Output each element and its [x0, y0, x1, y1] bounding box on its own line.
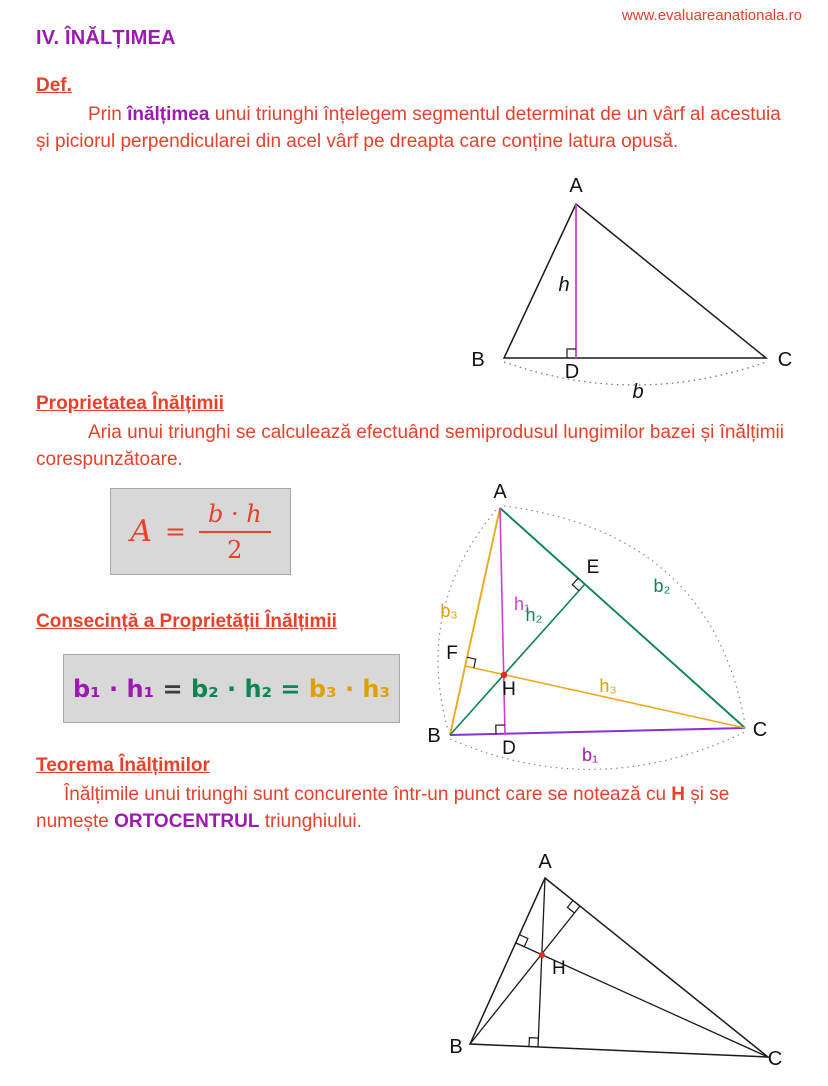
- altitude-label-h1: h₁: [514, 594, 531, 614]
- vertex-label-c: C: [752, 719, 768, 741]
- base-label-b: b: [632, 381, 644, 403]
- altitude-label-h: h: [558, 274, 570, 296]
- side-bc-b1: [450, 728, 745, 735]
- page-title: IV. ÎNĂLȚIMEA: [36, 27, 176, 49]
- orthocenter-label-h: H: [502, 679, 516, 700]
- right-angle-mark-right: [567, 900, 574, 913]
- right-angle-mark-e: [572, 578, 579, 591]
- formula-term-b2h2: b₂ · h₂: [190, 674, 273, 703]
- vertex-label-a: A: [493, 481, 507, 503]
- property-paragraph: [36, 419, 790, 473]
- right-angle-mark-d: [567, 349, 576, 358]
- area-formula-numerator: b · h: [199, 500, 271, 533]
- orthocenter-diagram: [428, 852, 803, 1084]
- right-angle-mark-bottom: [529, 1038, 538, 1047]
- foot-label-d: D: [564, 361, 580, 383]
- definition-paragraph: [36, 101, 790, 155]
- site-url-link[interactable]: www.evaluareanationala.ro: [621, 7, 802, 24]
- formula-equals-2: =: [272, 674, 309, 703]
- consequence-heading: Consecință a Proprietății Înălțimii: [36, 611, 337, 632]
- formula-term-b1h1: b₁ · h₁: [72, 674, 155, 703]
- area-formula-equals: =: [165, 517, 186, 546]
- altitude-h1-from-a: [500, 508, 505, 734]
- altitude-definition-diagram: [430, 166, 822, 406]
- foot-label-d: D: [502, 738, 516, 759]
- vertex-label-c: C: [767, 1048, 783, 1070]
- altitude-from-a: [538, 878, 545, 1047]
- three-altitudes-diagram: [412, 478, 822, 780]
- base-label-b1: b₁: [581, 745, 599, 765]
- property-body: Aria unui triunghi se calculează efectuând semiprodusul lungimilor bazei și înălțimii corespunzătoare.: [36, 422, 784, 470]
- vertex-label-b: B: [427, 725, 441, 747]
- area-formula-lhs: A: [130, 514, 152, 549]
- area-formula-fraction: [199, 500, 271, 564]
- triangle-abc-outline: [504, 204, 766, 358]
- orthocenter-label-h: H: [552, 958, 566, 979]
- definition-term-inaltimea: înălțimea: [127, 104, 210, 125]
- definition-body: unui triunghi înțelegem segmentul determinat de un vârf al acestuia și piciorul perpendicularei din acel vârf pe dreapta care conține latura opusă.: [36, 104, 781, 152]
- base-label-b3: b₃: [440, 601, 458, 621]
- theorem-term-ortocentrul: ORTOCENTRUL: [114, 811, 260, 832]
- vertex-label-a: A: [569, 175, 583, 197]
- side-ab-b3: [450, 508, 500, 735]
- theorem-paragraph: [36, 781, 790, 835]
- theorem-heading: Teorema Înălțimilor: [36, 755, 210, 776]
- vertex-label-c: C: [777, 349, 793, 371]
- formula-equals-1: =: [154, 674, 191, 703]
- area-formula-denominator: 2: [227, 535, 243, 564]
- orthocenter-point-h: [539, 952, 545, 958]
- theorem-mid: și se numește: [36, 784, 730, 832]
- orthocenter-point-h: [501, 672, 507, 678]
- vertex-label-b: B: [471, 349, 485, 371]
- theorem-lead: Înălțimile unui triunghi sunt concurente într-un punct care se notează cu: [64, 784, 672, 805]
- base-label-b2: b₂: [653, 576, 671, 596]
- consequence-formula-box: [63, 654, 400, 723]
- altitude-label-h2: h₂: [525, 605, 543, 625]
- property-heading: Proprietatea Înălțimii: [36, 393, 224, 414]
- definition-lead: Prin: [88, 104, 128, 125]
- theorem-point-h: H: [671, 784, 686, 805]
- definition-heading: Def.: [36, 75, 72, 96]
- triangle-abc-outline: [470, 878, 768, 1057]
- altitude-label-h3: h₃: [599, 676, 617, 696]
- area-formula-box: [110, 488, 291, 575]
- theorem-tail: triunghiului.: [259, 811, 362, 832]
- foot-label-e: E: [586, 557, 600, 578]
- vertex-label-a: A: [538, 851, 552, 873]
- foot-label-f: F: [446, 643, 458, 664]
- formula-term-b3h3: b₃ · h₃: [308, 674, 391, 703]
- vertex-label-b: B: [449, 1036, 463, 1058]
